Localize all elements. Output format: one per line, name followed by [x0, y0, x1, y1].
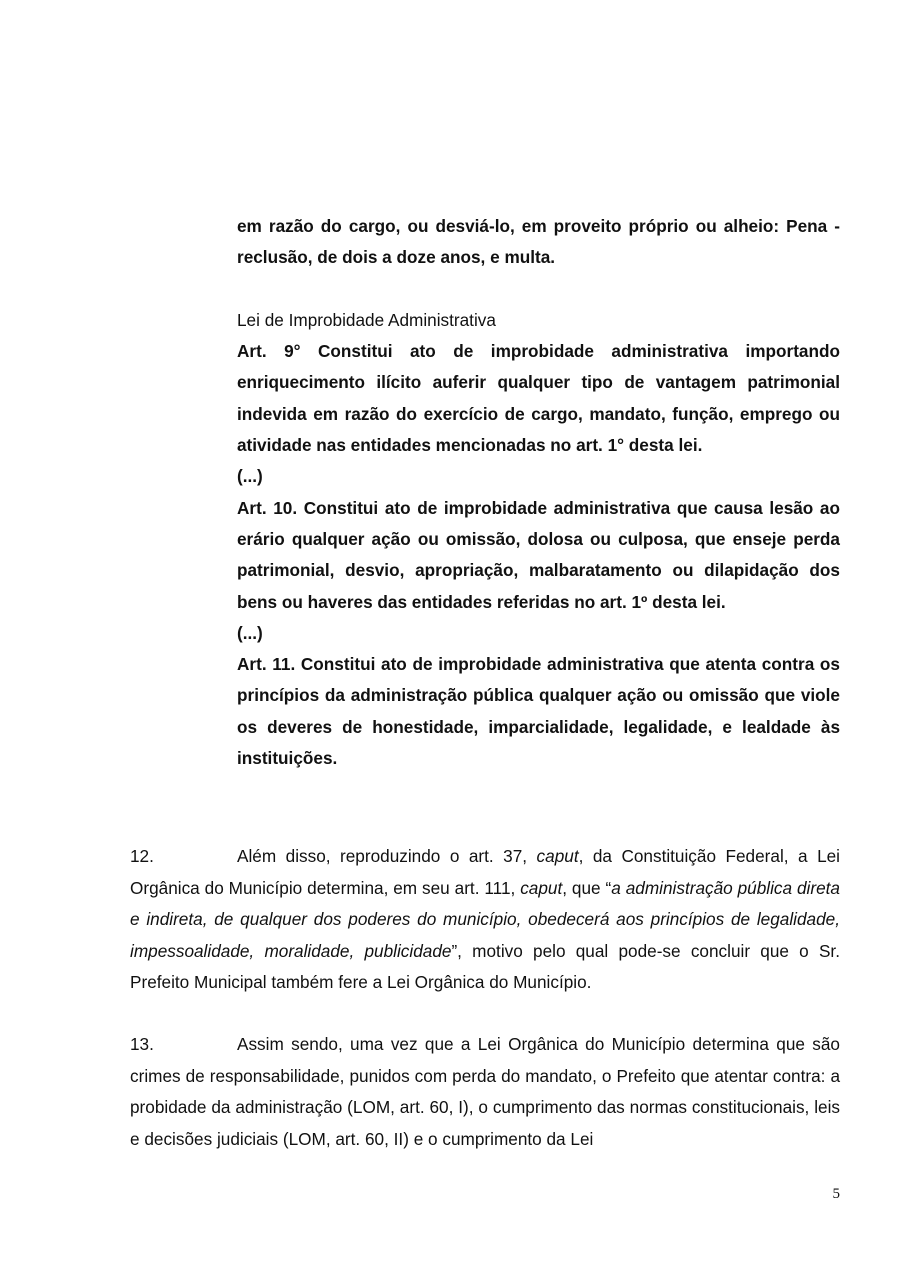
- article-11: Art. 11. Constitui ato de improbidade administrativa que atenta contra os princípios da administração pública qualquer ação ou omissão que viole os deveres de honestidade, imparcialidade, legalidade, e lealdade às instituições.: [237, 654, 840, 769]
- spacer: [237, 274, 840, 305]
- paragraph-number: 13.: [130, 1034, 154, 1054]
- paragraph-text: , que “: [562, 877, 612, 898]
- paragraph-12: [130, 841, 840, 999]
- legal-citation-block: [237, 211, 840, 774]
- paragraph-number: 12.: [130, 846, 154, 866]
- ellipsis: (...): [237, 466, 263, 487]
- paragraph-text: Além disso, reproduzindo o art. 37,: [237, 846, 537, 866]
- italic-quotation: a administração pública direta e indireta, de qualquer dos poderes do município, obedecerá aos princípios de legalidade, impessoalidade, moralidade, publicidade: [130, 877, 840, 961]
- paragraph-13: [130, 1029, 840, 1155]
- ellipsis: (...): [237, 622, 263, 643]
- law-title: Lei de Improbidade Administrativa: [237, 309, 496, 330]
- article-9: Art. 9° Constitui ato de improbidade administrativa importando enriquecimento ilícito auferir qualquer tipo de vantagem patrimonial indevida em razão do exercício de cargo, mandato, função, emprego ou atividade nas entidades mencionadas no art. 1° desta lei.: [237, 341, 840, 456]
- paragraph-text: ”, motivo pelo qual pode-se concluir que o Sr. Prefeito Municipal também fere a Lei Orgânica do Município.: [130, 940, 840, 992]
- paragraph-text: , da Constituição Federal, a Lei Orgânica do Município determina, em seu art. 111,: [130, 846, 840, 898]
- italic-term: caput: [520, 877, 563, 898]
- penal-code-continuation: em razão do cargo, ou desviá-lo, em proveito próprio ou alheio: Pena - reclusão, de dois a doze anos, e multa.: [237, 216, 840, 268]
- paragraph-text: Assim sendo, uma vez que a Lei Orgânica do Município determina que são crimes de responsabilidade, punidos com perda do mandato, o Prefeito que atentar contra: a probidade da administração (LOM, art. 60, I), o cumprimento das normas constitucionais, leis e decisões judiciais (LOM, art. 60, II) e o cumprimento da Lei: [130, 1034, 840, 1149]
- page-number: 5: [832, 1186, 840, 1202]
- article-10: Art. 10. Constitui ato de improbidade administrativa que causa lesão ao erário qualquer ação ou omissão, dolosa ou culposa, que enseje perda patrimonial, desvio, apropriação, malbaratamento ou dilapidação dos bens ou haveres das entidades referidas no art. 1º desta lei.: [237, 497, 840, 612]
- italic-term: caput: [536, 846, 579, 866]
